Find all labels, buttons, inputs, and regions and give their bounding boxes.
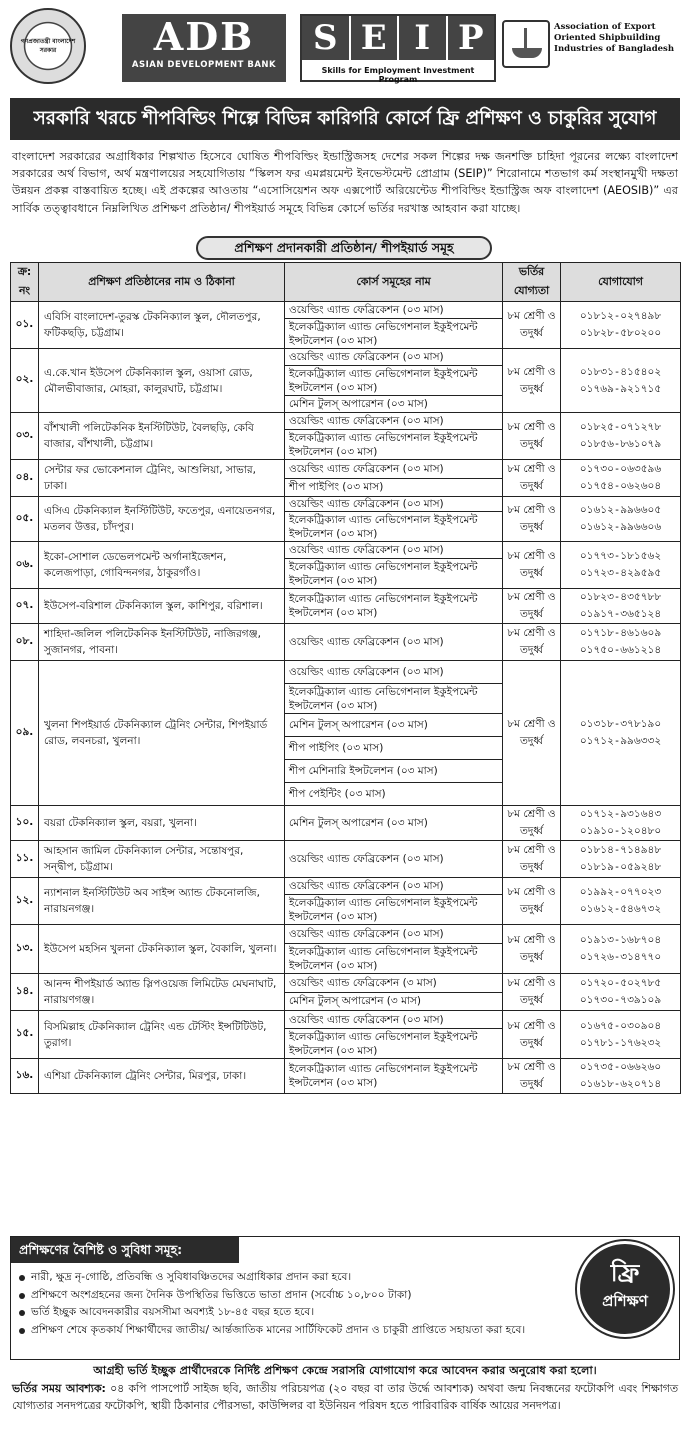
- serial-cell: ০৯.: [11, 661, 39, 806]
- institute-cell: ইউসেপ-বরিশাল টেকনিক্যাল স্কুল, কাশিপুর, বরিশাল।: [39, 589, 285, 624]
- course-cell: ওয়েল্ডিং এ্যান্ড ফেব্রিকেশন (০৩ মাস): [285, 624, 503, 661]
- phone-number: ০১৭৩৫-০৬৬২৬০: [579, 1061, 662, 1073]
- contact-cell: [561, 624, 681, 661]
- course-cell: ইলেকট্রিক্যাল এ্যান্ড নেভিগেশনাল ইকুইপমেন্ট ইন্সটলেশন (০৩ মাস): [285, 366, 503, 396]
- feature-item: প্রশিক্ষণে অংশগ্রহনের জন্য দৈনিক উপস্থিতির ভিত্তিতে ভাতা প্রদান (সর্বোচ্চ ১০,৮০০ টাকা): [19, 1287, 609, 1305]
- serial-cell: ০৭.: [11, 589, 39, 624]
- table-row: [11, 806, 681, 841]
- course-cell: ইলেকট্রিক্যাল এ্যান্ড নেভিগেশনাল ইকুইপমেন্ট ইন্সটলেশন (০৩ মাস): [285, 589, 503, 624]
- seip-letter: P: [448, 16, 495, 60]
- course-cell: ওয়েল্ডিং এ্যান্ড ফেব্রিকেশন (০৩ মাস): [285, 841, 503, 878]
- phone-number: ০১৮২৫-০৭১২৭৮: [579, 421, 662, 433]
- eligibility-cell: ৮ম শ্রেণী ও তদুর্ধ্ব: [503, 460, 561, 497]
- table-row: [11, 413, 681, 430]
- phone-number: ০১৮৫৬-৮৬১০৭৯: [579, 438, 662, 450]
- institute-cell: এশিয়া টেকনিক্যাল ট্রেনিং সেন্টার, মিরপুর, ঢাকা।: [39, 1059, 285, 1094]
- phone-number: ০১৭৩০-০৬৩৫৯৬: [579, 463, 662, 475]
- table-row: [11, 497, 681, 512]
- serial-cell: ০৫.: [11, 497, 39, 542]
- aeosib-name: Association of Export Oriented Shipbuilding Industries of Bangladesh: [554, 22, 675, 54]
- eligibility-cell: ৮ম শ্রেণী ও তদুর্ধ্ব: [503, 974, 561, 1011]
- institutes-table: [10, 262, 681, 1094]
- features-box: [10, 1236, 680, 1360]
- header: [0, 0, 690, 96]
- serial-cell: ১১.: [11, 841, 39, 878]
- emblem-text: গণপ্রজাতন্ত্রী বাংলাদেশ সরকার: [20, 38, 76, 54]
- seip-letter: S: [302, 16, 349, 60]
- course-cell: ওয়েল্ডিং এ্যান্ড ফেব্রিকেশন (০৩ মাস): [285, 497, 503, 512]
- contact-cell: [561, 1059, 681, 1094]
- eligibility-cell: ৮ম শ্রেণী ও তদুর্ধ্ব: [503, 542, 561, 589]
- phone-number: ০১৮১৪-৭১৪৯৪৮: [579, 844, 662, 856]
- col-header-serial: ক্র: নং: [11, 263, 39, 302]
- course-cell: ইলেকট্রিক্যাল এ্যান্ড নেভিগেশনাল ইকুইপমেন্ট ইন্সটলেশন (০৩ মাস): [285, 430, 503, 460]
- col-header-institute: প্রশিক্ষণ প্রতিষ্ঠানের নাম ও ঠিকানা: [39, 263, 285, 302]
- eligibility-cell: ৮ম শ্রেণী ও তদুর্ধ্ব: [503, 925, 561, 974]
- institute-cell: খুলনা শিপইয়ার্ড টেকনিক্যাল ট্রেনিং সেন্টার, শিপইয়ার্ড রোড, লবনচরা, খুলনা।: [39, 661, 285, 806]
- institute-cell: আনন্দ শীপইয়ার্ড অ্যান্ড স্লিপওয়েজ লিমিটেড মেঘনাঘাট, নারায়ণগঞ্জ।: [39, 974, 285, 1011]
- bangladesh-govt-emblem-icon: [10, 8, 86, 84]
- feature-item: প্রশিক্ষণ শেষে কৃতকার্য শিক্ষার্থীদের জাতীয়/ আর্ন্তজাতিক মানের সার্টিফিকেট প্রদান ও চাকুরী প্রাপ্তিতে সহায়তা করা হবে।: [19, 1322, 609, 1340]
- contact-cell: [561, 878, 681, 925]
- course-cell: ওয়েল্ডিং এ্যান্ড ফেব্রিকেশন (০৩ মাস): [285, 460, 503, 479]
- table-row: [11, 925, 681, 944]
- phone-number: ০১৭১২-৯৯৬৩৩২: [579, 735, 662, 747]
- badge-line-1: ফ্রি: [610, 1259, 640, 1287]
- institute-cell: সেন্টার ফর ভোকেশনাল ট্রেনিং, আশুলিয়া, সাভার, ঢাকা।: [39, 460, 285, 497]
- institute-cell: ন্যাশনাল ইনস্টিটিউট অব সাইন্স অ্যান্ড টেকনোলজি, নারায়নগঞ্জ।: [39, 878, 285, 925]
- eligibility-cell: ৮ম শ্রেণী ও তদুর্ধ্ব: [503, 661, 561, 806]
- phone-number: ০১৮২৩-৪৩৫৭৮৮: [579, 591, 662, 603]
- phone-number: ০১৭৫৪-০৬২৬০৪: [579, 480, 662, 492]
- eligibility-cell: ৮ম শ্রেণী ও তদুর্ধ্ব: [503, 497, 561, 542]
- documents-label: ভর্তির সময় আবশ্যক:: [12, 1382, 106, 1395]
- phone-number: ০১৯১০-১২০৪৮০: [579, 825, 662, 837]
- course-cell: ওয়েল্ডিং এ্যান্ড ফেব্রিকেশন (৩ মাস): [285, 974, 503, 993]
- phone-number: ০১৭৩০-৭৩৯১০৯: [579, 994, 662, 1006]
- course-cell: ইলেকট্রিক্যাল এ্যান্ড নেভিগেশনাল ইকুইপমেন্ট ইন্সটলেশন (০৩ মাস): [285, 512, 503, 542]
- page-title: সরকারি খরচে শীপবিল্ডিং শিল্পে বিভিন্ন কারিগরি কোর্সে ফ্রি প্রশিক্ষণ ও চাকুরির সুযোগ: [10, 98, 680, 140]
- feature-item: নারী, ক্ষুদ্র নৃ-গোষ্ঠি, প্রতিবন্ধি ও সুবিধাবঞ্চিতদের অগ্রাধিকার প্রদান করা হবে।: [19, 1269, 609, 1287]
- seip-letter: E: [351, 16, 398, 60]
- course-cell: ওয়েল্ডিং এ্যান্ড ফেব্রিকেশন (০৩ মাস): [285, 878, 503, 895]
- serial-cell: ১২.: [11, 878, 39, 925]
- adb-logo-small: ASIAN DEVELOPMENT BANK: [131, 60, 277, 70]
- serial-cell: ০৬.: [11, 542, 39, 589]
- phone-number: ০১৭২৩-৪২৯৫৯৫: [579, 567, 662, 579]
- phone-number: ০১৭৬৯-৯২১৭১৫: [579, 382, 662, 395]
- institute-cell: বিসমিল্লাহ টেকনিক্যাল ট্রেনিং এন্ড টেস্টিং ইন্সটিটিউট, তুরাগ।: [39, 1011, 285, 1059]
- documents-text: ০৪ কপি পাসপোর্ট সাইজ ছবি, জাতীয় পরিচয়পত্র (২০ বছর বা তার উর্দ্ধে আবশ্যক) অথবা জন্ম নিবন্ধনের ফটোকপি এবং শিক্ষাগত যোগ্যতার সনদপত্রের ফটোকপি, স্থায়ী ঠিকানার পৌরসভা, কাউন্সিলর বা ইউনিয়ন পরিষদ হতে পারিবারিক বার্ষিক আয়ের সনদপত্র।: [12, 1382, 678, 1412]
- course-cell: ইলেকট্রিক্যাল এ্যান্ড নেভিগেশনাল ইকুইপমেন্ট ইন্সটলেশন (০৩ মাস): [285, 684, 503, 714]
- phone-number: ০১৩১৮-৩৭৮১৯০: [579, 718, 662, 730]
- serial-cell: ১৪.: [11, 974, 39, 1011]
- eligibility-cell: ৮ম শ্রেণী ও তদুর্ধ্ব: [503, 1011, 561, 1059]
- phone-number: ০১৬১২-৯৯৬৬০৫: [579, 504, 662, 516]
- course-cell: ওয়েল্ডিং এ্যান্ড ফেব্রিকেশন (০৩ মাস): [285, 925, 503, 944]
- course-cell: শীপ পেইন্টিং (০৩ মাস): [285, 783, 503, 806]
- eligibility-cell: ৮ম শ্রেণী ও তদুর্ধ্ব: [503, 624, 561, 661]
- institute-cell: ইউসেপ মহসিন খুলনা টেকনিক্যাল স্কুল, বৈকালি, খুলনা।: [39, 925, 285, 974]
- phone-number: ০১৮১৯-০৫৯২৪৮: [579, 861, 662, 873]
- phone-number: ০১৬১২-৫৪৬৭৩২: [579, 903, 662, 915]
- course-cell: ইলেকট্রিক্যাল এ্যান্ড নেভিগেশনাল ইকুইপমেন্ট ইন্সটলেশন (০৩ মাস): [285, 319, 503, 349]
- table-row: [11, 349, 681, 366]
- institute-cell: বাঁশখালী পলিটেকনিক ইনস্টিটিউট, বৈলছড়ি, কেবি বাজার, বাঁশখালী, চট্টগ্রাম।: [39, 413, 285, 460]
- phone-number: ০১৭২৬-৩১৪৭৭০: [579, 951, 662, 963]
- serial-cell: ০১.: [11, 302, 39, 349]
- feature-item: ভর্তি ইচ্ছুক আবেদনকারীর বয়সসীমা অবশ্যই ১৮-৪৫ বছর হতে হবে।: [19, 1304, 609, 1322]
- badge-line-2: প্রশিক্ষণ: [602, 1292, 648, 1310]
- serial-cell: ০৩.: [11, 413, 39, 460]
- contact-cell: [561, 542, 681, 589]
- table-row: [11, 878, 681, 895]
- phone-number: ০১৯১৩-১৬৮৭০৪: [579, 934, 662, 946]
- course-cell: ওয়েল্ডিং এ্যান্ড ফেব্রিকেশন (০৩ মাস): [285, 349, 503, 366]
- serial-cell: ০২.: [11, 349, 39, 413]
- phone-number: ০১৯১৭-৩৬৫১২৪: [579, 608, 662, 620]
- table-row: [11, 542, 681, 559]
- course-cell: ওয়েল্ডিং এ্যান্ড ফেব্রিকেশন (০৩ মাস): [285, 413, 503, 430]
- table-row: [11, 661, 681, 684]
- table-row: [11, 1059, 681, 1094]
- phone-number: ০১৭১৮-৪৬১৬০৯: [579, 627, 662, 639]
- col-header-eligibility: ভর্তির যোগ্যতা: [503, 263, 561, 302]
- course-cell: ওয়েল্ডিং এ্যান্ড ফেব্রিকেশন (০৩ মাস): [285, 661, 503, 684]
- contact-cell: [561, 806, 681, 841]
- phone-number: ০১৮১২-০২৭৪৯৮: [579, 310, 662, 322]
- phone-number: ০১৭৮১-১৭৬২৩২: [579, 1036, 662, 1049]
- institute-cell: বয়রা টেকনিক্যাল স্কুল, বয়রা, খুলনা।: [39, 806, 285, 841]
- col-header-contact: যোগাযোগ: [561, 263, 681, 302]
- serial-cell: ১৩.: [11, 925, 39, 974]
- course-cell: ইলেকট্রিক্যাল এ্যান্ড নেভিগেশনাল ইকুইপমেন্ট ইন্সটলেশন (০৩ মাস): [285, 895, 503, 925]
- contact-cell: [561, 661, 681, 806]
- institute-cell: এসিএ টেকনিক্যাল ইনস্টিটিউট, ফতেপুর, এনায়েতনগর, মতলব উত্তর, চাঁদপুর।: [39, 497, 285, 542]
- apply-note: আগ্রহী ভর্তি ইচ্ছুক প্রার্থীদেরকে নির্দিষ্ট প্রশিক্ষণ কেন্দ্রে সরাসরি যোগাযোগ করে আবেদন করার অনুরোধ করা হলো।: [93, 1364, 597, 1377]
- phone-number: ০১৭৫০-৬৬১২১৪: [579, 644, 662, 656]
- institute-cell: আহসান জামিল টেকনিক্যাল সেন্টার, সন্তোষপুর, সন্দ্বীপ, চট্টগ্রাম।: [39, 841, 285, 878]
- phone-number: ০১৯৯২-০৭৭০২৩: [579, 886, 662, 898]
- col-header-courses: কোর্স সমূহের নাম: [285, 263, 503, 302]
- eligibility-cell: ৮ম শ্রেণী ও তদুর্ধ্ব: [503, 589, 561, 624]
- eligibility-cell: ৮ম শ্রেণী ও তদুর্ধ্ব: [503, 806, 561, 841]
- course-cell: ইলেকট্রিক্যাল এ্যান্ড নেভিগেশনাল ইকুইপমেন্ট ইন্সটলেশন (০৩ মাস): [285, 1059, 503, 1094]
- phone-number: ০১৮২৮-৫৮০২০০: [579, 327, 662, 339]
- table-row: [11, 624, 681, 661]
- eligibility-cell: ৮ম শ্রেণী ও তদুর্ধ্ব: [503, 1059, 561, 1094]
- serial-cell: ০৮.: [11, 624, 39, 661]
- contact-cell: [561, 841, 681, 878]
- features-list: [19, 1269, 609, 1339]
- phone-number: ০১৮৩১-৪১৫৪০২: [579, 365, 662, 378]
- course-cell: ইলেকট্রিক্যাল এ্যান্ড নেভিগেশনাল ইকুইপমেন্ট ইন্সটলেশন (০৩ মাস): [285, 1029, 503, 1059]
- contact-cell: [561, 413, 681, 460]
- institute-cell: এবিসি বাংলাদেশ-তুরস্ক টেকনিক্যাল স্কুল, দৌলতপুর, ফটিকছড়ি, চট্টগ্রাম।: [39, 302, 285, 349]
- phone-number: ০১৭২০-৫০২৭৮৫: [579, 977, 662, 989]
- free-training-badge: [577, 1241, 673, 1337]
- contact-cell: [561, 349, 681, 413]
- contact-cell: [561, 589, 681, 624]
- course-cell: মেশিন টুলস্ অপারেশন (৩ মাস): [285, 992, 503, 1011]
- contact-cell: [561, 460, 681, 497]
- eligibility-cell: ৮ম শ্রেণী ও তদুর্ধ্ব: [503, 878, 561, 925]
- adb-logo: [122, 14, 286, 82]
- phone-number: ০১৭১২-৯৩১৬৪৩: [579, 808, 662, 820]
- institute-cell: ইকো-সোশাল ডেভেলপমেন্ট অর্গানাইজেশন, কলেজপাড়া, গোবিন্দনগর, ঠাকুরগাঁও।: [39, 542, 285, 589]
- seip-tagline: Skills for Employment Investment Program: [321, 66, 475, 84]
- course-cell: মেশিন টুলস্ অপারেশন (০৩ মাস): [285, 714, 503, 737]
- contact-cell: [561, 302, 681, 349]
- course-cell: শীপ মেশিনারি ইন্সটলেশন (০৩ মাস): [285, 760, 503, 783]
- features-heading: প্রশিক্ষণের বৈশিষ্ট ও সুবিধা সমূহ:: [11, 1237, 239, 1263]
- table-row: [11, 302, 681, 319]
- eligibility-cell: ৮ম শ্রেণী ও তদুর্ধ্ব: [503, 413, 561, 460]
- phone-number: ০১৬১২-৯৯৬৬০৬: [579, 521, 662, 533]
- table-row: [11, 589, 681, 624]
- table-row: [11, 841, 681, 878]
- course-cell: ওয়েল্ডিং এ্যান্ড ফেব্রিকেশন (০৩ মাস): [285, 1011, 503, 1029]
- intro-paragraph: বাংলাদেশ সরকারের অগ্রাধিকার শিল্পখাত হিসেবে ঘোষিত শীপবিল্ডিং ইন্ডাস্ট্রিজসহ দেশের সকল শিল্পের দক্ষ জনশক্তি চাহিদা পূরনের লক্ষ্যে বাংলাদেশ সরকারের অর্থ বিভাগ, অর্থ মন্ত্রণালয়ের সহযোগিতায় “স্কিলস ফর এমপ্লয়মেন্ট ইনভেস্টমেন্ট প্রোগ্রাম (SEIP)” শিরোনামে শতভাগ কর্ম সংস্থানমুখী দক্ষতা উন্নয়ন প্রকল্প বাস্তবায়িত হচ্ছে। এই প্রকল্পের আওতায় “এসোসিয়েশন অফ এক্সপোর্ট অরিয়েন্টেড শীপবিল্ডিং ইন্ডাস্ট্রিজ অফ বাংলাদেশ (AEOSIB)” এর সার্বিক তত্ত্বাবধানে নিম্নলিখিত প্রশিক্ষণ প্রতিষ্ঠান/ শীপইয়ার্ড সমূহে বিভিন্ন কোর্সে ভর্তির দরখাস্ত আহবান করা যাচ্ছে।: [12, 150, 678, 215]
- contact-cell: [561, 497, 681, 542]
- course-cell: ওয়েল্ডিং এ্যান্ড ফেব্রিকেশন (০৩ মাস): [285, 302, 503, 319]
- seip-letter: I: [399, 16, 446, 60]
- institute-cell: এ.কে.খান ইউসেপ টেকনিক্যাল স্কুল, ওয়াসা রোড, মৌলভীবাজার, মোহরা, কালুরঘাট, চট্টগ্রাম।: [39, 349, 285, 413]
- eligibility-cell: ৮ম শ্রেণী ও তদুর্ধ্ব: [503, 349, 561, 413]
- serial-cell: ১৫.: [11, 1011, 39, 1059]
- table-header-row: [11, 263, 681, 302]
- contact-cell: [561, 974, 681, 1011]
- phone-number: ০১৬১৮-৬২০৭১৪: [579, 1078, 662, 1090]
- course-cell: মেশিন টুলস্ অপারেশন (০৩ মাস): [285, 806, 503, 841]
- course-cell: শীপ পাইপিং (০৩ মাস): [285, 737, 503, 760]
- table-row: [11, 460, 681, 479]
- course-cell: শীপ পাইপিং (০৩ মাস): [285, 478, 503, 497]
- table-row: [11, 974, 681, 993]
- required-documents: [12, 1380, 678, 1414]
- serial-cell: ০৪.: [11, 460, 39, 497]
- contact-cell: [561, 925, 681, 974]
- contact-cell: [561, 1011, 681, 1059]
- eligibility-cell: ৮ম শ্রেণী ও তদুর্ধ্ব: [503, 841, 561, 878]
- section-heading: প্রশিক্ষণ প্রদানকারী প্রতিষ্ঠান/ শীপইয়ার্ড সমূহ: [196, 236, 492, 260]
- course-cell: ইলেকট্রিক্যাল এ্যান্ড নেভিগেশনাল ইকুইপমেন্ট ইন্সটলেশন (০৩ মাস): [285, 944, 503, 974]
- phone-number: ০১৭৭৩-১৮১৫৬২: [579, 550, 662, 562]
- course-cell: মেশিন টুলস্ অপারেশন (০৩ মাস): [285, 396, 503, 413]
- table-row: [11, 1011, 681, 1029]
- serial-cell: ১৬.: [11, 1059, 39, 1094]
- course-cell: ইলেকট্রিক্যাল এ্যান্ড নেভিগেশনাল ইকুইপমেন্ট ইন্সটলেশন (০৩ মাস): [285, 559, 503, 589]
- phone-number: ০১৬৭৫-০৩০৯০৪: [579, 1019, 662, 1032]
- eligibility-cell: ৮ম শ্রেণী ও তদুর্ধ্ব: [503, 302, 561, 349]
- adb-logo-big: ADB: [153, 14, 255, 59]
- seip-logo: [300, 14, 496, 82]
- institute-cell: শাহিদা-জলিল পলিটেকনিক ইনস্টিটিউট, নাজিরগঞ্জ, সুজানগর, পাবনা।: [39, 624, 285, 661]
- course-cell: ওয়েল্ডিং এ্যান্ড ফেব্রিকেশন (০৩ মাস): [285, 542, 503, 559]
- serial-cell: ১০.: [11, 806, 39, 841]
- ship-logo-icon: [502, 20, 550, 68]
- table-body: [11, 302, 681, 1094]
